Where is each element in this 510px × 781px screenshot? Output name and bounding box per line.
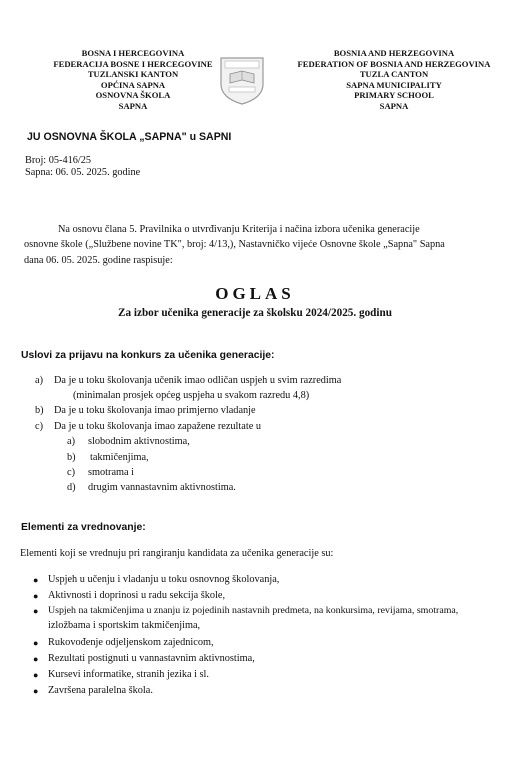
bullet-icon: ● bbox=[33, 575, 39, 585]
intro-line: osnovne škole („Službene novine TK", broj: 4/13,), Nastavničko vijeće Osnovne škole „Sapna" Sapna bbox=[24, 239, 445, 251]
element-item: Uspjeh u učenju i vladanju u toku osnovnog školovanja, bbox=[48, 574, 280, 585]
document-title: OGLAS bbox=[215, 284, 295, 303]
element-item: Rukovođenje odjeljenskom zajednicom, bbox=[48, 637, 214, 648]
crest-ribbon bbox=[229, 87, 255, 92]
condition-text: Da je u toku školovanja imao zapažene rezultate u bbox=[54, 421, 261, 432]
bullet-icon: ● bbox=[33, 654, 39, 664]
reference-place-date: Sapna: 06. 05. 2025. godine bbox=[25, 167, 141, 179]
intro-line: dana 06. 05. 2025. godine raspisuje: bbox=[24, 254, 173, 266]
bullet-icon: ● bbox=[33, 670, 39, 680]
intro-line: Na osnovu člana 5. Pravilnika o utvrđivanju Kriterija i načina izbora učenika generacije bbox=[58, 224, 420, 235]
element-item: Rezultati postignuti u vannastavnim aktivnostima, bbox=[48, 653, 255, 664]
reference-number: Broj: 05-416/25 bbox=[25, 155, 92, 166]
school-crest-logo bbox=[217, 52, 267, 106]
crest-banner bbox=[225, 61, 259, 68]
element-item: Uspjeh na takmičenjima u znanju iz pojedinih nastavnih predmeta, na konkursima, revijama, smotrama, bbox=[48, 605, 459, 616]
condition-note: (minimalan prosjek općeg uspjeha u svakom razredu 4,8) bbox=[73, 390, 310, 401]
sub-condition-label: d) bbox=[67, 482, 76, 493]
element-item: Kursevi informatike, stranih jezika i sl. bbox=[48, 669, 209, 680]
header-left-line: SAPNA bbox=[118, 100, 148, 111]
intro-paragraph bbox=[24, 222, 496, 268]
header-left-line: OSNOVNA ŠKOLA bbox=[95, 90, 171, 101]
conditions-heading: Uslovi za prijavu na konkurs za učenika generacije: bbox=[21, 350, 275, 361]
header-right-line: TUZLA CANTON bbox=[359, 69, 429, 80]
condition-text: Da je u toku školovanja imao primjerno vladanje bbox=[54, 405, 256, 416]
sub-condition-text: takmičenjima, bbox=[90, 452, 149, 463]
bullet-icon: ● bbox=[33, 686, 39, 696]
element-item: Aktivnosti i doprinosi u radu sekcija škole, bbox=[48, 590, 226, 601]
element-item-continued: izložbama i sportskim takmičenjima, bbox=[48, 620, 201, 631]
condition-label: b) bbox=[35, 405, 44, 416]
header-left-line: BOSNA I HERCEGOVINA bbox=[81, 48, 185, 58]
header-left-bosnian bbox=[48, 48, 218, 112]
sub-condition-text: slobodnim aktivnostima, bbox=[88, 436, 190, 447]
sub-condition-text: drugim vannastavnim aktivnostima. bbox=[88, 482, 236, 493]
condition-label: a) bbox=[35, 375, 43, 386]
sub-condition-label: c) bbox=[67, 467, 75, 478]
sub-condition-text: smotrama i bbox=[88, 467, 135, 478]
reference-block bbox=[25, 155, 140, 179]
header-right-english bbox=[276, 48, 510, 112]
condition-label: c) bbox=[35, 421, 43, 432]
bullet-icon: ● bbox=[33, 606, 39, 616]
header-right-line: SAPNA MUNICIPALITY bbox=[346, 79, 442, 90]
header-right-line: BOSNIA AND HERZEGOVINA bbox=[333, 48, 455, 58]
elements-intro: Elementi koji se vrednuju pri rangiranju kandidata za učenika generacije su: bbox=[20, 548, 334, 559]
sub-condition-label: b) bbox=[67, 452, 76, 463]
header-left-line: OPĆINA SAPNA bbox=[100, 79, 166, 90]
bullet-icon: ● bbox=[33, 591, 39, 601]
sub-condition-label: a) bbox=[67, 436, 75, 447]
header-left-line: FEDERACIJA BOSNE I HERCEGOVINE bbox=[53, 58, 213, 69]
header-left-line: TUZLANSKI KANTON bbox=[87, 69, 179, 80]
header-right-line: PRIMARY SCHOOL bbox=[354, 90, 434, 101]
header-right-line: FEDERATION OF BOSNIA AND HERZEGOVINA bbox=[297, 58, 491, 69]
element-item: Završena paralelna škola. bbox=[48, 685, 153, 696]
header-right-line: SAPNA bbox=[379, 100, 409, 111]
document-subtitle: Za izbor učenika generacije za školsku 2024/2025. godinu bbox=[118, 307, 392, 319]
bullet-icon: ● bbox=[33, 638, 39, 648]
elements-heading: Elementi za vrednovanje: bbox=[21, 522, 146, 533]
condition-text: Da je u toku školovanja učenik imao odličan uspjeh u svim razredima bbox=[54, 375, 342, 386]
school-name: JU OSNOVNA ŠKOLA „SAPNA" u SAPNI bbox=[27, 131, 232, 143]
